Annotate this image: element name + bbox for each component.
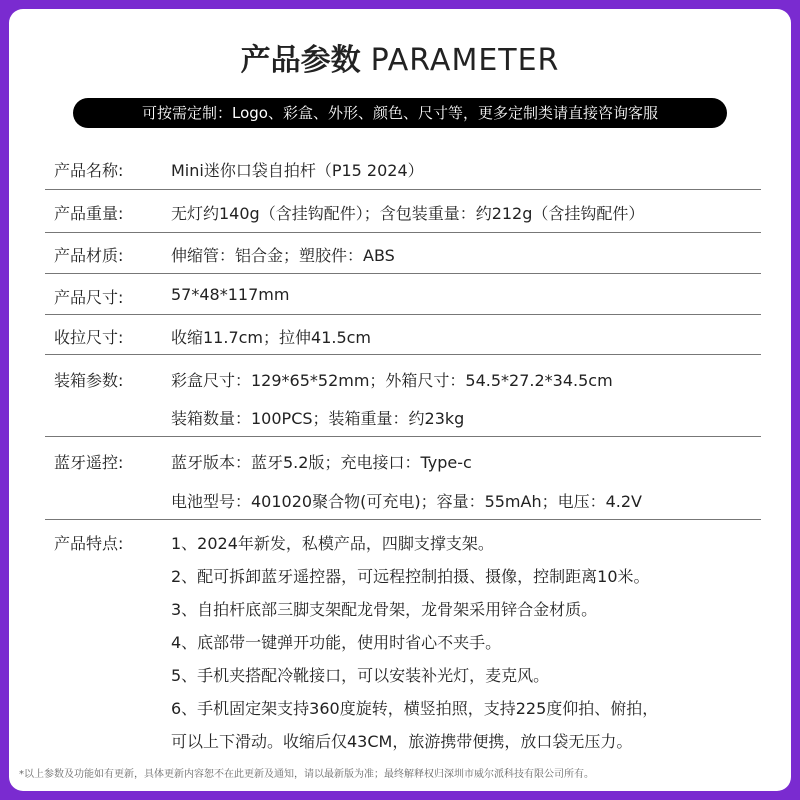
spec-label: 产品特点: [54, 534, 124, 553]
title-english: PARAMETER [370, 43, 560, 78]
spec-sheet [9, 9, 791, 791]
title-chinese: 产品参数 [240, 43, 361, 78]
spec-row-name [45, 147, 761, 190]
spec-value: 电池型号：401020聚合物(可充电)；容量：55mAh；电压：4.2V [171, 492, 642, 511]
feature-line: 2、配可拆卸蓝牙遥控器，可远程控制拍摄、摄像，控制距离10米。 [171, 567, 650, 586]
feature-line: 1、2024年新发，私模产品，四脚支撑支架。 [171, 534, 494, 553]
customization-banner: 可按需定制：Logo、彩盒、外形、颜色、尺寸等，更多定制类请直接咨询客服 [73, 98, 727, 128]
spec-label: 产品尺寸: [54, 288, 124, 307]
spec-value: Mini迷你口袋自拍杆（P15 2024） [171, 161, 424, 180]
feature-line: 3、自拍杆底部三脚支架配龙骨架，龙骨架采用锌合金材质。 [171, 600, 598, 619]
spec-label: 装箱参数: [54, 371, 124, 390]
spec-row-weight [45, 190, 761, 233]
spec-row-material [45, 233, 761, 274]
spec-value: 收缩11.7cm；拉伸41.5cm [171, 328, 372, 347]
spec-label: 产品重量: [54, 204, 124, 223]
page-title [9, 39, 791, 83]
spec-row-packing [45, 355, 761, 437]
spec-row-size [45, 274, 761, 315]
spec-row-bluetooth [45, 437, 761, 520]
footnote: *以上参数及功能如有更新，具体更新内容恕不在此更新及通知，请以最新版为准；最终解释权归深圳市威尔派科技有限公司所有。 [19, 769, 594, 780]
feature-line: 可以上下滑动。收缩后仅43CM，旅游携带便携，放口袋无压力。 [171, 732, 633, 751]
feature-line: 6、手机固定架支持360度旋转，横竖拍照，支持225度仰拍、俯拍， [171, 699, 659, 718]
spec-label: 产品名称: [54, 161, 124, 180]
spec-value: 蓝牙版本：蓝牙5.2版；充电接口：Type-c [171, 453, 472, 472]
spec-value: 伸缩管：铝合金；塑胶件：ABS [171, 246, 395, 265]
spec-label: 收拉尺寸: [54, 328, 124, 347]
feature-line: 5、手机夹搭配冷靴接口，可以安装补光灯，麦克风。 [171, 666, 550, 685]
spec-value: 装箱数量：100PCS；装箱重量：约23kg [171, 409, 465, 428]
spec-value: 无灯约140g（含挂钩配件）；含包装重量：约212g（含挂钩配件） [171, 204, 645, 223]
spec-row-extension [45, 315, 761, 355]
spec-label: 产品材质: [54, 246, 124, 265]
spec-label: 蓝牙遥控: [54, 453, 124, 472]
feature-line: 4、底部带一键弹开功能，使用时省心不夹手。 [171, 633, 502, 652]
spec-value: 57*48*117mm [171, 285, 290, 304]
spec-value: 彩盒尺寸：129*65*52mm；外箱尺寸：54.5*27.2*34.5cm [171, 371, 613, 390]
